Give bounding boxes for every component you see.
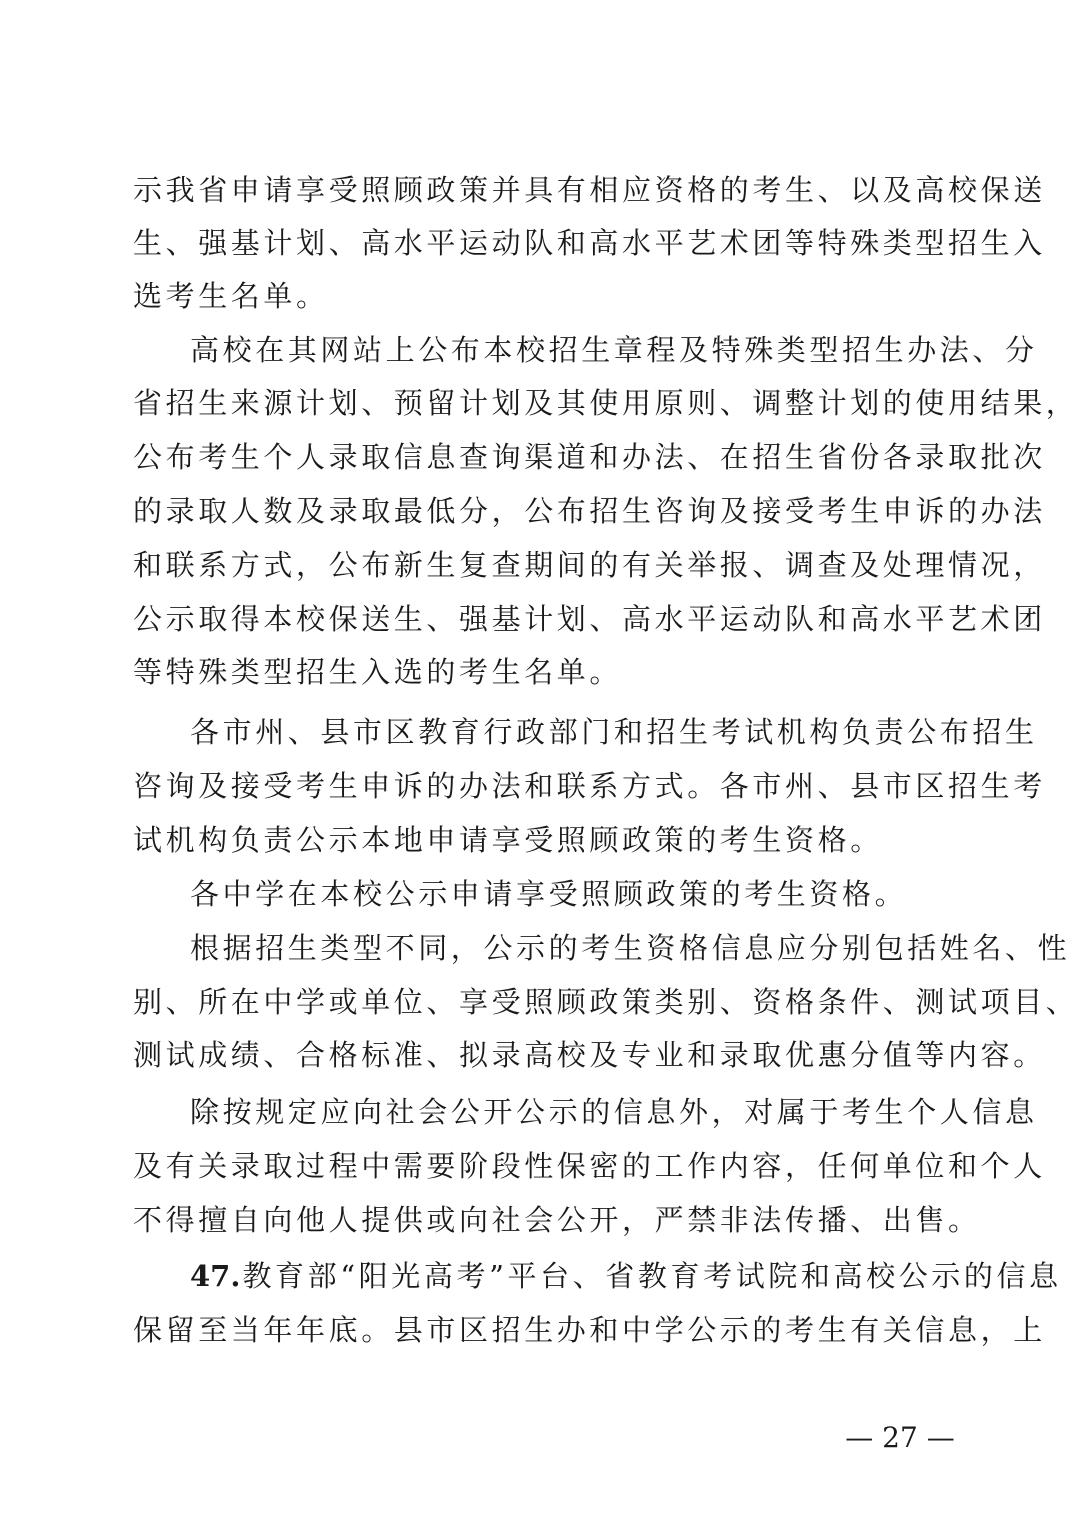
text-line: 选考生名单。 xyxy=(133,279,329,313)
text-line: 不得擅自向他人提供或向社会公开，严禁非法传播、出售。 xyxy=(133,1203,981,1237)
paragraph-first-line: 根据招生类型不同，公示的考生资格信息应分别包括姓名、性 xyxy=(190,931,1071,965)
paragraph-first-line: 各市州、县市区教育行政部门和招生考试机构负责公布招生 xyxy=(190,715,1038,749)
paragraph-first-line: 高校在其网站上公布本校招生章程及特殊类型招生办法、分 xyxy=(190,333,1038,367)
text-line: 咨询及接受考生申诉的办法和联系方式。各市州、县市区招生考 xyxy=(133,769,1046,803)
text-line: 公示取得本校保送生、强基计划、高水平运动队和高水平艺术团 xyxy=(133,602,1046,636)
item-text: 教育部“阳光高考”平台、省教育考试院和高校公示的信息 xyxy=(242,1259,1062,1293)
text-line: 生、强基计划、高水平运动队和高水平艺术团等特殊类型招生入 xyxy=(133,226,1046,260)
text-line: 示我省申请享受照顾政策并具有相应资格的考生、以及高校保送 xyxy=(133,173,1046,207)
text-line: 省招生来源计划、预留计划及其使用原则、调整计划的使用结果， xyxy=(133,386,1079,420)
text-line: 别、所在中学或单位、享受照顾政策类别、资格条件、测试项目、 xyxy=(133,985,1079,1019)
paragraph-first-line: 除按规定应向社会公开公示的信息外，对属于考生个人信息 xyxy=(190,1095,1038,1129)
text-line: 和联系方式，公布新生复查期间的有关举报、调查及处理情况， xyxy=(133,548,1046,582)
text-line: 测试成绩、合格标准、拟录高校及专业和录取优惠分值等内容。 xyxy=(133,1038,1046,1072)
paragraph-first-line: 各中学在本校公示申请享受照顾政策的考生资格。 xyxy=(190,877,908,911)
text-line: 等特殊类型招生入选的考生名单。 xyxy=(133,655,623,689)
text-line: 及有关录取过程中需要阶段性保密的工作内容，任何单位和个人 xyxy=(133,1149,1046,1183)
item-number: 47. xyxy=(190,1259,241,1293)
page-number: — 27 — xyxy=(845,1421,955,1454)
text-line: 保留至当年年底。县市区招生办和中学公示的考生有关信息，上 xyxy=(133,1313,1046,1347)
text-line: 试机构负责公示本地申请享受照顾政策的考生资格。 xyxy=(133,823,883,857)
text-line: 的录取人数及录取最低分，公布招生咨询及接受考生申诉的办法 xyxy=(133,494,1046,528)
item-47-first-line xyxy=(190,1251,1062,1301)
text-line: 公布考生个人录取信息查询渠道和办法、在招生省份各录取批次 xyxy=(133,440,1046,474)
